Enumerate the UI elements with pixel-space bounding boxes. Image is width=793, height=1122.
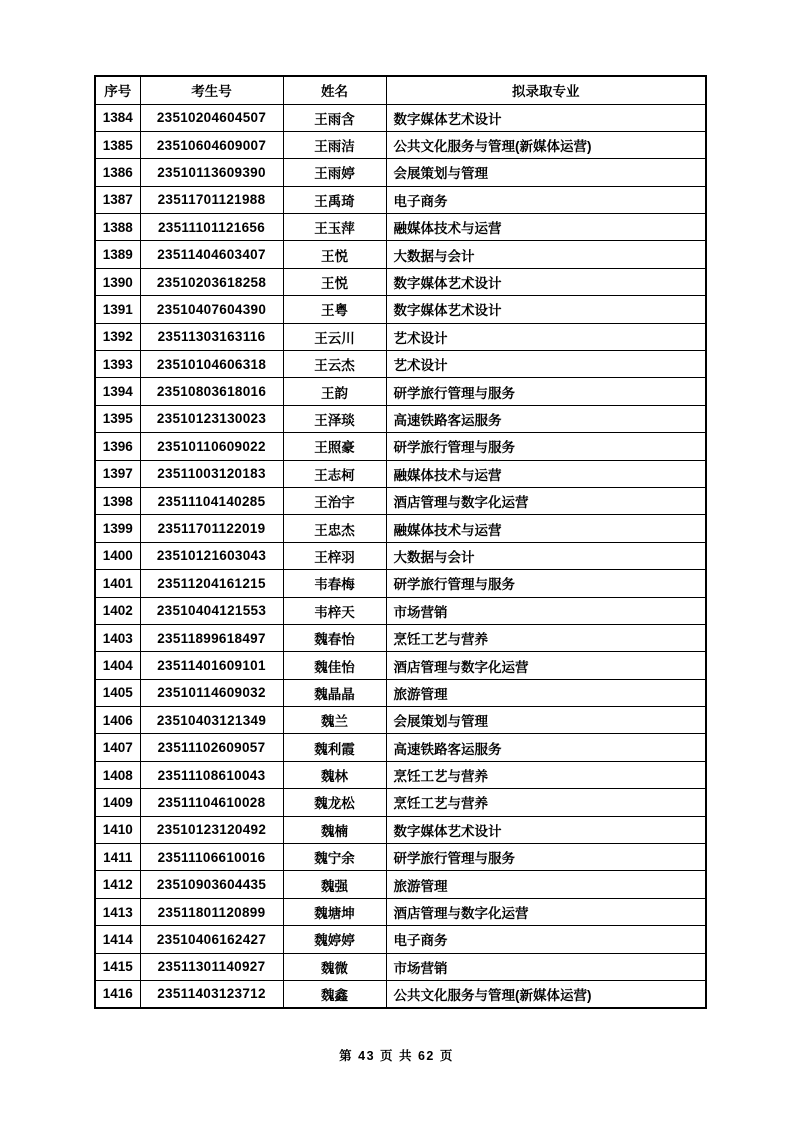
name-cell: 魏宁余: [283, 844, 386, 871]
major-cell: 酒店管理与数字化运营: [386, 898, 706, 925]
index-cell: 1405: [95, 679, 140, 706]
name-cell: 魏春怡: [283, 624, 386, 651]
name-cell: 韦春梅: [283, 570, 386, 597]
index-cell: 1384: [95, 104, 140, 131]
name-cell: 王玉萍: [283, 214, 386, 241]
index-cell: 1411: [95, 844, 140, 871]
major-cell: 研学旅行管理与服务: [386, 378, 706, 405]
candidate-number-cell: 23511301140927: [140, 953, 283, 980]
major-cell: 烹饪工艺与营养: [386, 789, 706, 816]
candidate-number-cell: 23511101121656: [140, 214, 283, 241]
name-cell: 魏林: [283, 761, 386, 788]
name-cell: 王雨含: [283, 104, 386, 131]
table-row: [95, 789, 706, 816]
table-row: [95, 597, 706, 624]
major-cell: 大数据与会计: [386, 542, 706, 569]
major-cell: 会展策划与管理: [386, 159, 706, 186]
candidate-number-cell: 23511801120899: [140, 898, 283, 925]
name-cell: 王忠杰: [283, 515, 386, 542]
index-cell: 1396: [95, 433, 140, 460]
table-row: [95, 624, 706, 651]
column-header-index: 序号: [95, 76, 140, 104]
name-cell: 王韵: [283, 378, 386, 405]
candidate-number-cell: 23510114609032: [140, 679, 283, 706]
name-cell: 王泽琰: [283, 405, 386, 432]
index-cell: 1409: [95, 789, 140, 816]
candidate-number-cell: 23511106610016: [140, 844, 283, 871]
candidate-number-cell: 23511701122019: [140, 515, 283, 542]
index-cell: 1393: [95, 351, 140, 378]
table-row: [95, 542, 706, 569]
name-cell: 魏强: [283, 871, 386, 898]
table-row: [95, 186, 706, 213]
major-cell: 高速铁路客运服务: [386, 405, 706, 432]
major-cell: 研学旅行管理与服务: [386, 433, 706, 460]
index-cell: 1390: [95, 268, 140, 295]
index-cell: 1387: [95, 186, 140, 213]
table-row: [95, 898, 706, 925]
name-cell: 魏微: [283, 953, 386, 980]
major-cell: 大数据与会计: [386, 241, 706, 268]
index-cell: 1414: [95, 926, 140, 953]
table-row: [95, 104, 706, 131]
candidate-number-cell: 23510104606318: [140, 351, 283, 378]
index-cell: 1394: [95, 378, 140, 405]
table-row: [95, 460, 706, 487]
index-cell: 1388: [95, 214, 140, 241]
table-row: [95, 953, 706, 980]
table-row: [95, 296, 706, 323]
name-cell: 王照豪: [283, 433, 386, 460]
index-cell: 1403: [95, 624, 140, 651]
index-cell: 1408: [95, 761, 140, 788]
candidate-number-cell: 23510403121349: [140, 707, 283, 734]
major-cell: 融媒体技术与运营: [386, 460, 706, 487]
index-cell: 1400: [95, 542, 140, 569]
major-cell: 旅游管理: [386, 679, 706, 706]
candidate-number-cell: 23511401609101: [140, 652, 283, 679]
candidate-number-cell: 23510113609390: [140, 159, 283, 186]
major-cell: 市场营销: [386, 597, 706, 624]
name-cell: 魏塘坤: [283, 898, 386, 925]
candidate-number-cell: 23510903604435: [140, 871, 283, 898]
index-cell: 1402: [95, 597, 140, 624]
major-cell: 数字媒体艺术设计: [386, 296, 706, 323]
table-row: [95, 159, 706, 186]
candidate-number-cell: 23511899618497: [140, 624, 283, 651]
candidate-number-cell: 23511102609057: [140, 734, 283, 761]
candidate-number-cell: 23510123120492: [140, 816, 283, 843]
major-cell: 融媒体技术与运营: [386, 214, 706, 241]
table-header-row: [95, 76, 706, 104]
name-cell: 王粤: [283, 296, 386, 323]
major-cell: 电子商务: [386, 186, 706, 213]
name-cell: 韦梓天: [283, 597, 386, 624]
table-row: [95, 378, 706, 405]
name-cell: 魏利霞: [283, 734, 386, 761]
table-row: [95, 707, 706, 734]
index-cell: 1399: [95, 515, 140, 542]
table-row: [95, 515, 706, 542]
column-header-major: 拟录取专业: [386, 76, 706, 104]
index-cell: 1412: [95, 871, 140, 898]
table-row: [95, 351, 706, 378]
table-row: [95, 652, 706, 679]
major-cell: 公共文化服务与管理(新媒体运营): [386, 981, 706, 1008]
table-row: [95, 871, 706, 898]
index-cell: 1415: [95, 953, 140, 980]
major-cell: 旅游管理: [386, 871, 706, 898]
candidate-number-cell: 23511404603407: [140, 241, 283, 268]
name-cell: 魏婷婷: [283, 926, 386, 953]
major-cell: 市场营销: [386, 953, 706, 980]
candidate-number-cell: 23510407604390: [140, 296, 283, 323]
index-cell: 1401: [95, 570, 140, 597]
major-cell: 研学旅行管理与服务: [386, 570, 706, 597]
table-row: [95, 131, 706, 158]
index-cell: 1413: [95, 898, 140, 925]
major-cell: 电子商务: [386, 926, 706, 953]
candidate-number-cell: 23510203618258: [140, 268, 283, 295]
name-cell: 王志柯: [283, 460, 386, 487]
column-header-name: 姓名: [283, 76, 386, 104]
index-cell: 1385: [95, 131, 140, 158]
name-cell: 王禹琦: [283, 186, 386, 213]
major-cell: 烹饪工艺与营养: [386, 624, 706, 651]
major-cell: 艺术设计: [386, 323, 706, 350]
table-row: [95, 268, 706, 295]
candidate-number-cell: 23510204604507: [140, 104, 283, 131]
major-cell: 艺术设计: [386, 351, 706, 378]
candidate-number-cell: 23510404121553: [140, 597, 283, 624]
major-cell: 会展策划与管理: [386, 707, 706, 734]
table-row: [95, 981, 706, 1008]
candidate-number-cell: 23511303163116: [140, 323, 283, 350]
major-cell: 融媒体技术与运营: [386, 515, 706, 542]
candidate-number-cell: 23511204161215: [140, 570, 283, 597]
table-row: [95, 816, 706, 843]
candidate-number-cell: 23510123130023: [140, 405, 283, 432]
index-cell: 1386: [95, 159, 140, 186]
name-cell: 魏楠: [283, 816, 386, 843]
index-cell: 1392: [95, 323, 140, 350]
candidate-number-cell: 23510803618016: [140, 378, 283, 405]
table-row: [95, 734, 706, 761]
index-cell: 1404: [95, 652, 140, 679]
table-row: [95, 679, 706, 706]
candidate-number-cell: 23511108610043: [140, 761, 283, 788]
major-cell: 数字媒体艺术设计: [386, 104, 706, 131]
major-cell: 数字媒体艺术设计: [386, 268, 706, 295]
candidate-number-cell: 23510406162427: [140, 926, 283, 953]
name-cell: 王雨洁: [283, 131, 386, 158]
table-row: [95, 570, 706, 597]
table-row: [95, 926, 706, 953]
column-header-candidate-number: 考生号: [140, 76, 283, 104]
index-cell: 1406: [95, 707, 140, 734]
name-cell: 王雨婷: [283, 159, 386, 186]
name-cell: 魏兰: [283, 707, 386, 734]
index-cell: 1407: [95, 734, 140, 761]
index-cell: 1395: [95, 405, 140, 432]
name-cell: 魏佳怡: [283, 652, 386, 679]
major-cell: 研学旅行管理与服务: [386, 844, 706, 871]
candidate-number-cell: 23511701121988: [140, 186, 283, 213]
name-cell: 王梓羽: [283, 542, 386, 569]
name-cell: 王治宇: [283, 487, 386, 514]
index-cell: 1410: [95, 816, 140, 843]
candidate-number-cell: 23510110609022: [140, 433, 283, 460]
index-cell: 1391: [95, 296, 140, 323]
major-cell: 烹饪工艺与营养: [386, 761, 706, 788]
name-cell: 王悦: [283, 268, 386, 295]
candidate-number-cell: 23510121603043: [140, 542, 283, 569]
index-cell: 1416: [95, 981, 140, 1008]
major-cell: 酒店管理与数字化运营: [386, 487, 706, 514]
name-cell: 王云川: [283, 323, 386, 350]
index-cell: 1389: [95, 241, 140, 268]
name-cell: 王悦: [283, 241, 386, 268]
name-cell: 魏龙松: [283, 789, 386, 816]
candidate-number-cell: 23511104140285: [140, 487, 283, 514]
name-cell: 魏鑫: [283, 981, 386, 1008]
candidate-number-cell: 23511104610028: [140, 789, 283, 816]
table-row: [95, 761, 706, 788]
page-number-footer: 第 43 页 共 62 页: [339, 1049, 454, 1063]
name-cell: 王云杰: [283, 351, 386, 378]
candidate-number-cell: 23511003120183: [140, 460, 283, 487]
table-row: [95, 405, 706, 432]
major-cell: 酒店管理与数字化运营: [386, 652, 706, 679]
major-cell: 公共文化服务与管理(新媒体运营): [386, 131, 706, 158]
index-cell: 1397: [95, 460, 140, 487]
table-row: [95, 323, 706, 350]
name-cell: 魏晶晶: [283, 679, 386, 706]
table-body: [95, 104, 706, 1008]
major-cell: 高速铁路客运服务: [386, 734, 706, 761]
major-cell: 数字媒体艺术设计: [386, 816, 706, 843]
admission-roster-table: [94, 75, 707, 1009]
table-row: [95, 433, 706, 460]
table-row: [95, 214, 706, 241]
table-row: [95, 487, 706, 514]
candidate-number-cell: 23511403123712: [140, 981, 283, 1008]
candidate-number-cell: 23510604609007: [140, 131, 283, 158]
table-row: [95, 241, 706, 268]
table-row: [95, 844, 706, 871]
index-cell: 1398: [95, 487, 140, 514]
